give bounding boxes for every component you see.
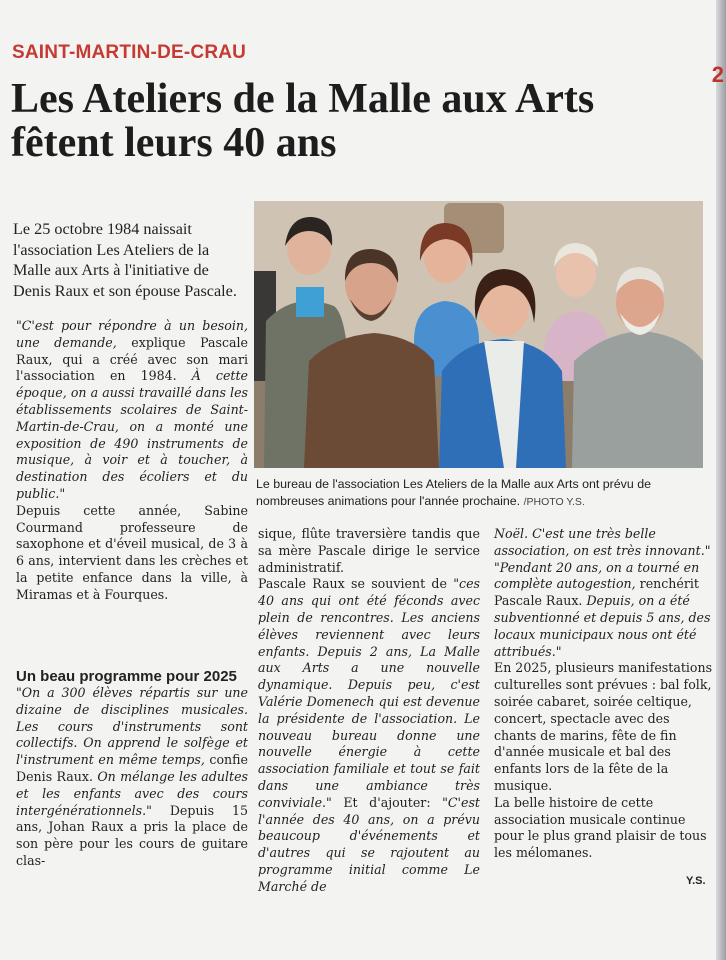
quote-text: ces 40 ans qui ont été féconds avec plein de rencontres. Les anciens élèves reviennent avec leurs enfants. Depuis 2 ans, La Malle aux Arts a une nouvelle dynamique. Depuis peu, c'est Valérie Domenech qui est devenue la présidente de l'association. Le nouveau bureau donne une nouvelle énergie à cette association familiale et tout se fait dans une ambiance très conviviale. — [258, 576, 480, 810]
edge-mark: 2 — [711, 62, 724, 87]
quote-text: C'est l'année des 40 ans, on a prévu beaucoup d'événements et d'autres qui se rajoutent au programme initial comme Le Marché de — [258, 794, 480, 894]
column-2 — [258, 526, 480, 896]
paragraph-autogestion — [494, 560, 714, 661]
paragraph-souvenir — [258, 576, 480, 895]
quote-text: Pendant 20 ans, on a tourné en complète autogestion, — [494, 559, 700, 592]
quote-text: On a 300 élèves répartis sur une dizaine de disciplines musicales. Les cours d'instruments sont collectifs. On apprend le solfège et l'instrument en même temps, — [16, 685, 248, 768]
body-text: confie Denis Raux. — [16, 752, 248, 784]
paragraph-program — [16, 685, 248, 870]
photo-caption — [256, 476, 708, 511]
caption-text: Le bureau de l'association Les Ateliers de la Malle aux Arts ont prévu de nombreuses animations pour l'année prochaine. — [256, 477, 651, 508]
headline-line-2: fêtent leurs 40 ans — [11, 120, 337, 166]
photo-credit: /PHOTO Y.S. — [523, 496, 585, 508]
paragraph-2: Depuis cette année, Sabine Courmand professeure de saxophone et d'éveil musical, de 3 à 6 ans, intervient dans les crèches et la petite enfance dans la ville, à Miramas et à Fourques. — [16, 502, 248, 602]
headline-line-1: Les Ateliers de la Malle aux Arts — [11, 76, 595, 122]
paragraph-quote-1 — [16, 318, 248, 503]
quote-mark: " — [555, 643, 562, 659]
article-kicker: SAINT-MARTIN-DE-CRAU — [12, 42, 247, 63]
column-3 — [494, 526, 714, 862]
quote-mark: " — [494, 559, 500, 575]
group-photo — [254, 201, 703, 468]
paragraph-continuation: sique, flûte traversière tandis que sa mère Pascale dirige le service administratif. — [258, 526, 480, 575]
author-signature: Y.S. — [686, 875, 706, 887]
body-text: " Et d'ajouter: " — [326, 794, 448, 810]
article-headline — [11, 77, 711, 165]
paragraph-2025: En 2025, plusieurs manifestations culturelles sont prévues : bal folk, soirée cabaret, soirée celtique, concert, spectacle avec des chants de marins, fête de fin d'année musicale et bal des enfants lors de la fête de la musique. — [494, 660, 713, 793]
quote-mark: " — [16, 318, 22, 333]
body-text: Pascale Raux se souvient de " — [258, 576, 460, 592]
article-lede: Le 25 octobre 1984 naissait l'association Les Ateliers de la Malle aux Arts à l'initiative de Denis Raux et son épouse Pascale. — [13, 220, 237, 300]
quote-mark: " — [704, 542, 711, 558]
quote-text: Depuis, on a été subventionné et depuis 5 ans, des locaux municipaux nous ont été attribués. — [494, 593, 711, 659]
quote-text: On mélange les adultes et les enfants avec des cours intergénérationnels. — [16, 768, 248, 818]
paragraph-conclusion: La belle histoire de cette association musicale continue pour le plus grand plaisir de tous les mélomanes. — [494, 794, 707, 861]
quote-text: À cette époque, on a aussi travaillé dans les établissements scolaires de Saint-Martin-de-Crau, on a monté une exposition de 490 instruments de musique, à voir et à toucher, à destination des écoliers et du public. — [16, 368, 248, 501]
quote-text: C'est pour répondre à un besoin, une demande, — [16, 318, 248, 350]
photo-illustration — [254, 201, 703, 468]
quote-mark: " — [16, 685, 22, 700]
column-1 — [16, 318, 248, 604]
body-text: renchérit Pascale Raux. — [494, 576, 699, 609]
next-page-edge — [711, 0, 726, 960]
body-text: " Depuis 15 ans, Johan Raux a pris la place de son père pour les cours de guitare clas- — [16, 802, 248, 868]
quote-text: Noël. C'est une très belle association, on est très innovant. — [494, 526, 705, 558]
paragraph-noel — [494, 526, 714, 560]
section-subhead: Un beau programme pour 2025 — [16, 668, 237, 685]
column-1-lower — [16, 668, 248, 870]
quote-mark: " — [59, 485, 66, 501]
body-text: explique Pascale Raux, qui a créé avec son mari l'association en 1984. — [16, 334, 248, 384]
